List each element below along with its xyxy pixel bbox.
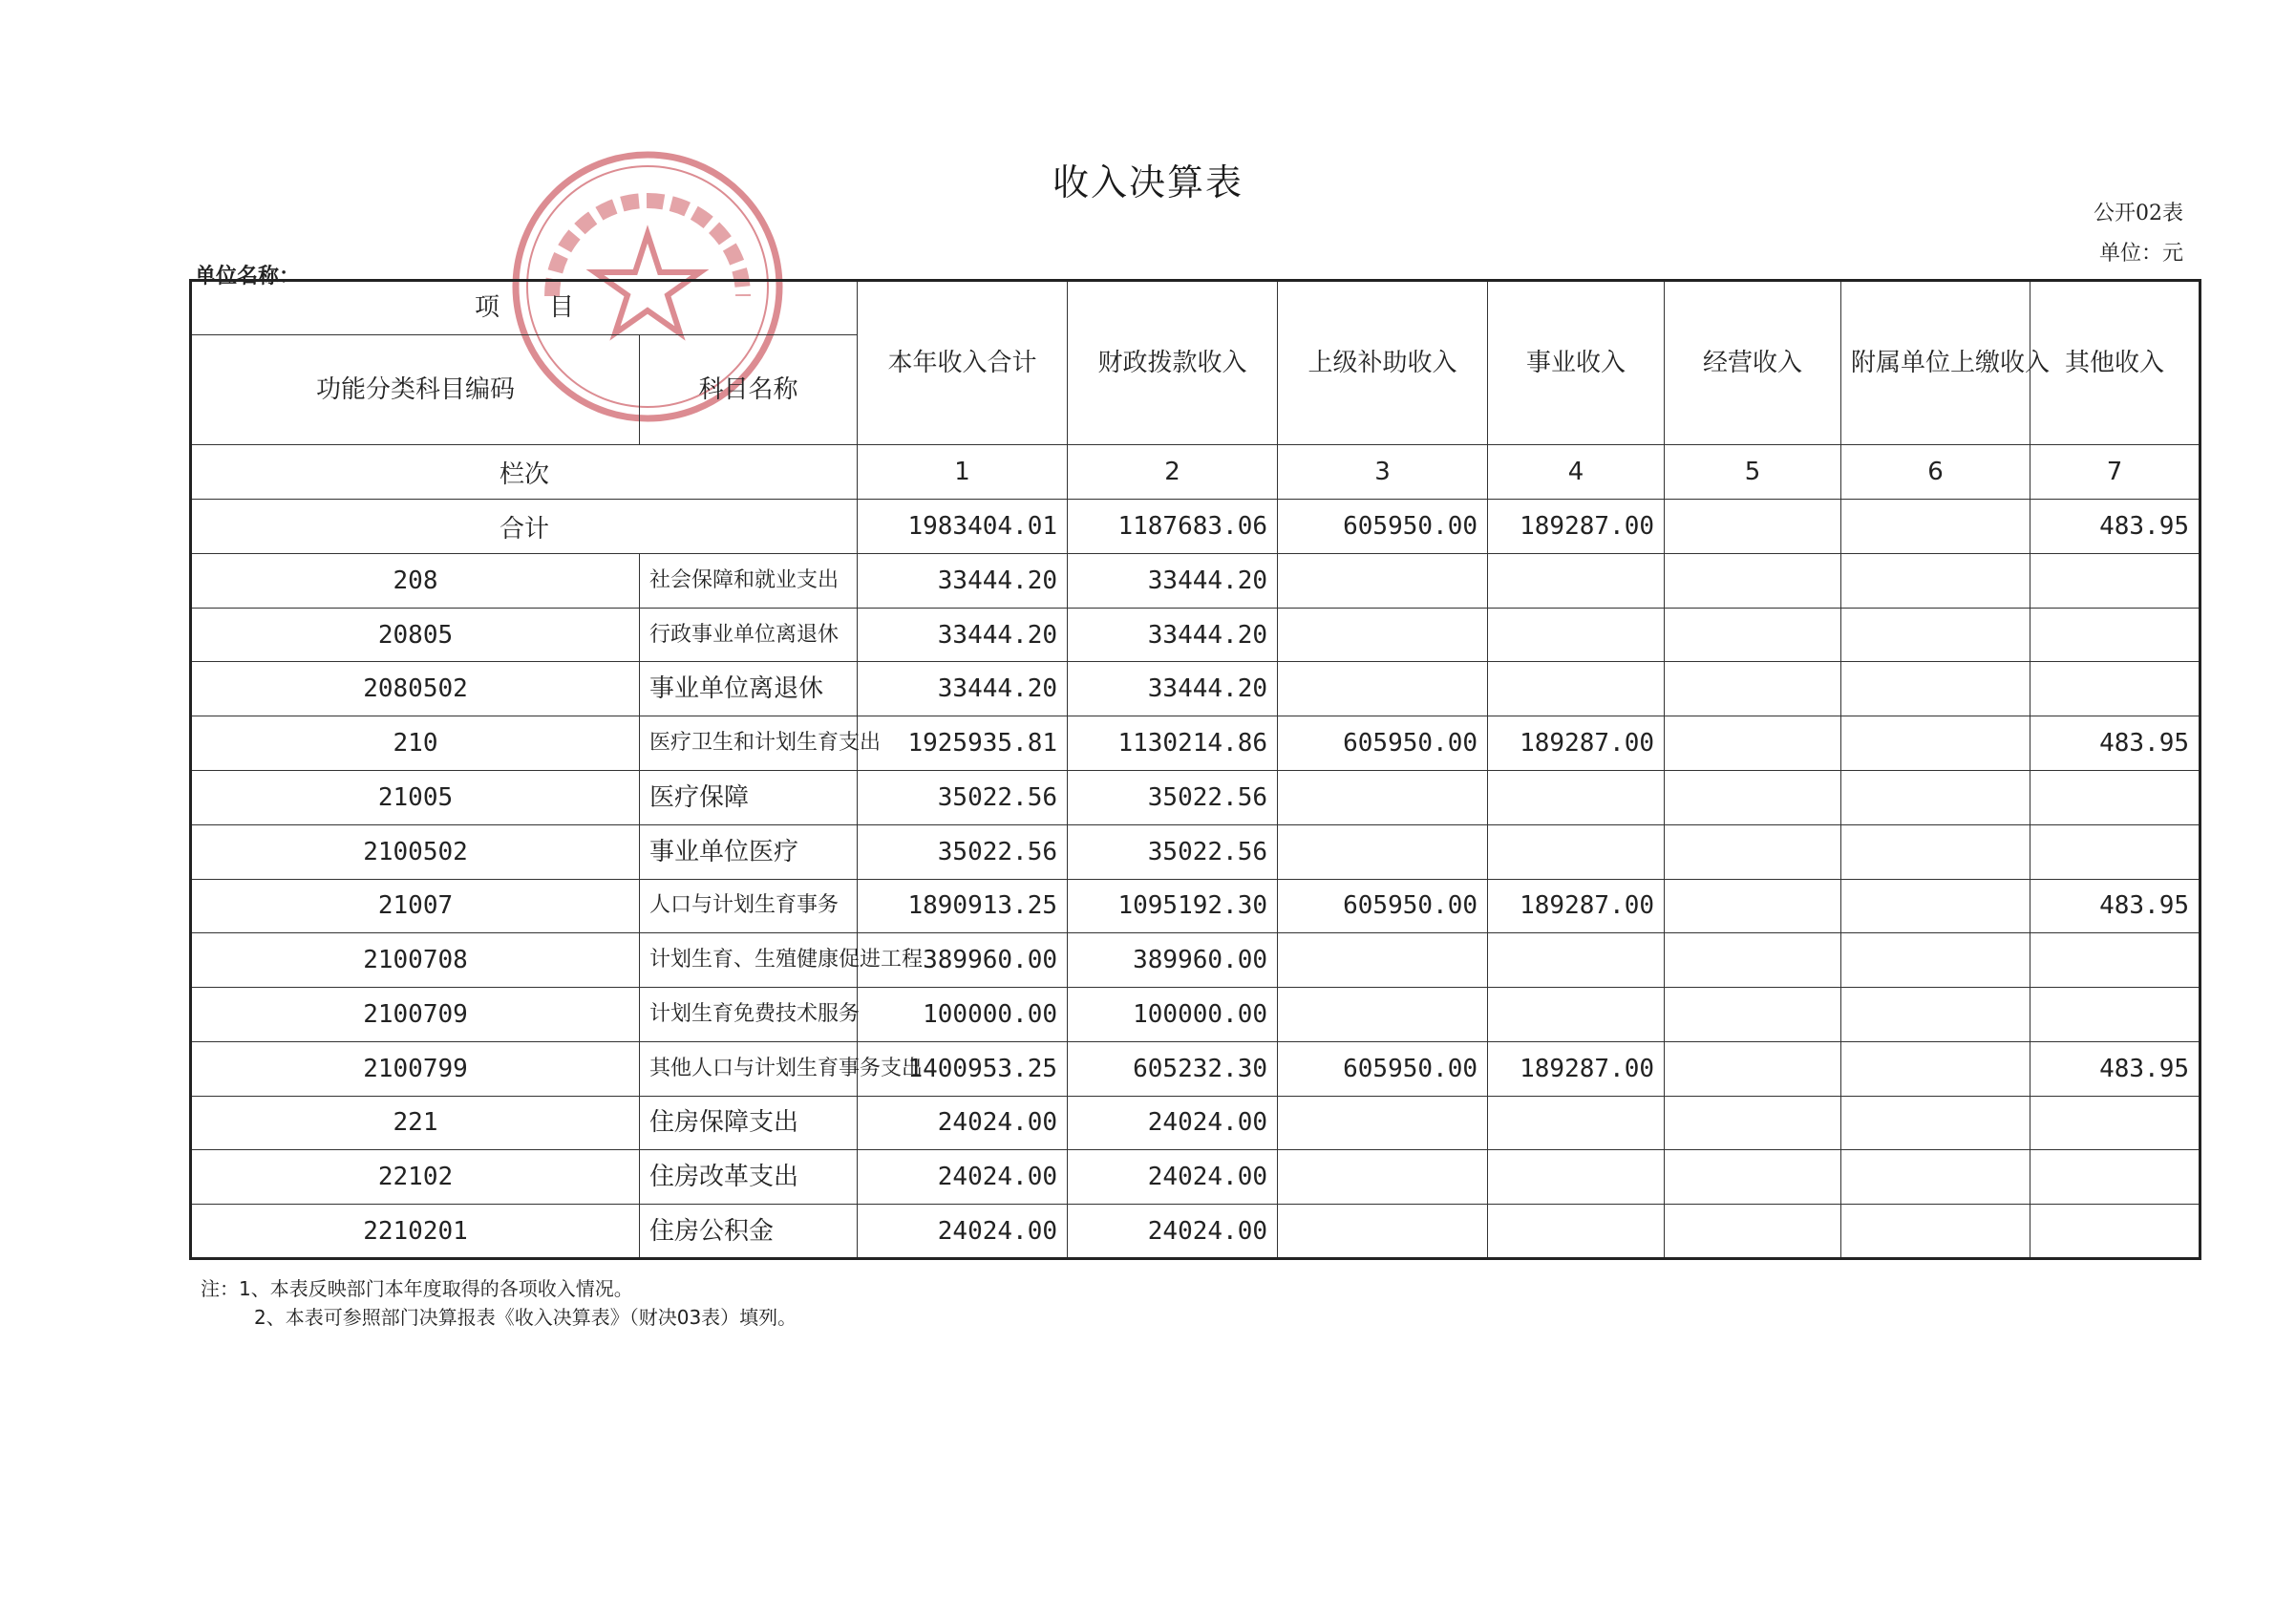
row-code: 2210201: [191, 1205, 640, 1259]
footnotes: [201, 1274, 797, 1332]
row-value: [1841, 988, 2030, 1042]
row-value: 1095192.30: [1068, 879, 1278, 933]
row-value: 33444.20: [1068, 553, 1278, 608]
header-col-1: 本年收入合计: [858, 281, 1068, 445]
row-value: 605950.00: [1278, 1041, 1488, 1096]
total-value: 1983404.01: [858, 500, 1068, 554]
row-code: 21007: [191, 879, 640, 933]
row-code: 221: [191, 1096, 640, 1150]
table-row: [191, 662, 2200, 716]
unit-label: 单位：元: [2098, 242, 2183, 266]
header-col-3: 上级补助收入: [1278, 281, 1488, 445]
total-value: [1841, 500, 2030, 554]
row-value: [1278, 933, 1488, 988]
column-number: 3: [1278, 445, 1488, 500]
row-value: 483.95: [2030, 879, 2200, 933]
page-title: 收入决算表: [1052, 161, 1244, 203]
row-value: [2030, 662, 2200, 716]
row-value: [2030, 1096, 2200, 1150]
row-value: [1278, 1096, 1488, 1150]
row-value: [1665, 608, 1841, 662]
header-col-7: 其他收入: [2030, 281, 2200, 445]
row-value: 1400953.25: [858, 1041, 1068, 1096]
row-value: [1278, 608, 1488, 662]
row-value: 605232.30: [1068, 1041, 1278, 1096]
row-name: 事业单位离退休: [640, 662, 858, 716]
column-number: 6: [1841, 445, 2030, 500]
row-value: 35022.56: [1068, 770, 1278, 824]
row-value: [2030, 933, 2200, 988]
form-code: 公开02表: [2094, 202, 2183, 225]
row-value: [1488, 662, 1665, 716]
row-value: 189287.00: [1488, 1041, 1665, 1096]
row-value: 33444.20: [858, 662, 1068, 716]
header-col-4: 事业收入: [1488, 281, 1665, 445]
row-value: 35022.56: [858, 824, 1068, 879]
row-value: 605950.00: [1278, 879, 1488, 933]
total-label: 合计: [191, 500, 858, 554]
table-header: [191, 281, 2200, 554]
row-value: 33444.20: [858, 553, 1068, 608]
row-code: 22102: [191, 1150, 640, 1205]
table-row: [191, 1096, 2200, 1150]
row-value: 24024.00: [858, 1205, 1068, 1259]
row-code: 2080502: [191, 662, 640, 716]
row-code: 2100708: [191, 933, 640, 988]
column-number: 4: [1488, 445, 1665, 500]
row-value: [1278, 770, 1488, 824]
row-value: [1488, 553, 1665, 608]
row-value: [1665, 662, 1841, 716]
row-value: 24024.00: [858, 1096, 1068, 1150]
column-number: 7: [2030, 445, 2200, 500]
row-value: [1488, 1205, 1665, 1259]
row-value: [1488, 1096, 1665, 1150]
row-value: [1841, 662, 2030, 716]
row-value: [1841, 879, 2030, 933]
row-name: 行政事业单位离退休: [640, 608, 858, 662]
row-value: [1665, 879, 1841, 933]
row-value: [1665, 1150, 1841, 1205]
total-value: 1187683.06: [1068, 500, 1278, 554]
row-value: [1665, 1096, 1841, 1150]
table-row: [191, 879, 2200, 933]
row-code: 210: [191, 716, 640, 771]
row-value: 100000.00: [1068, 988, 1278, 1042]
row-value: 1130214.86: [1068, 716, 1278, 771]
row-code: 2100709: [191, 988, 640, 1042]
org-name-label: 单位名称：: [195, 264, 301, 288]
row-name: 其他人口与计划生育事务支出: [640, 1041, 858, 1096]
row-value: [1841, 1150, 2030, 1205]
row-value: 24024.00: [1068, 1096, 1278, 1150]
row-name: 计划生育、生殖健康促进工程: [640, 933, 858, 988]
row-value: 189287.00: [1488, 879, 1665, 933]
row-value: 35022.56: [858, 770, 1068, 824]
table-row: [191, 988, 2200, 1042]
row-value: 24024.00: [1068, 1205, 1278, 1259]
row-value: [1488, 988, 1665, 1042]
row-value: [1665, 988, 1841, 1042]
row-value: 189287.00: [1488, 716, 1665, 771]
row-name: 医疗卫生和计划生育支出: [640, 716, 858, 771]
row-name: 住房改革支出: [640, 1150, 858, 1205]
row-value: [1488, 608, 1665, 662]
header-col-6: 附属单位上缴收入: [1841, 281, 2030, 445]
row-name: 医疗保障: [640, 770, 858, 824]
row-value: [1841, 824, 2030, 879]
row-value: [1488, 824, 1665, 879]
row-value: [2030, 1205, 2200, 1259]
row-value: [1665, 1205, 1841, 1259]
row-value: [1278, 553, 1488, 608]
row-code: 208: [191, 553, 640, 608]
row-value: [1665, 1041, 1841, 1096]
row-value: 1925935.81: [858, 716, 1068, 771]
row-value: 389960.00: [858, 933, 1068, 988]
row-name: 计划生育免费技术服务: [640, 988, 858, 1042]
row-value: 35022.56: [1068, 824, 1278, 879]
row-value: [1488, 770, 1665, 824]
row-value: [1665, 933, 1841, 988]
table-row: [191, 770, 2200, 824]
row-code: 2100502: [191, 824, 640, 879]
row-value: [1278, 988, 1488, 1042]
table-row: [191, 1150, 2200, 1205]
footnote: 2、本表可参照部门决算报表《收入决算表》（财决03表）填列。: [254, 1306, 797, 1329]
total-row: [191, 500, 2200, 554]
row-value: [1665, 716, 1841, 771]
row-value: 605950.00: [1278, 716, 1488, 771]
row-value: [2030, 988, 2200, 1042]
row-value: 100000.00: [858, 988, 1068, 1042]
column-number: 5: [1665, 445, 1841, 500]
row-value: [1841, 553, 2030, 608]
total-value: 189287.00: [1488, 500, 1665, 554]
column-number: 1: [858, 445, 1068, 500]
row-name: 社会保障和就业支出: [640, 553, 858, 608]
table-row: [191, 824, 2200, 879]
header-code: 功能分类科目编码: [191, 334, 640, 445]
table-row: [191, 933, 2200, 988]
row-name: 住房保障支出: [640, 1096, 858, 1150]
table-row: [191, 608, 2200, 662]
header-name: 科目名称: [640, 334, 858, 445]
header-col-5: 经营收入: [1665, 281, 1841, 445]
lanci-label: 栏次: [191, 445, 858, 500]
table-body: [191, 553, 2200, 1258]
row-name: 事业单位医疗: [640, 824, 858, 879]
row-code: 2100799: [191, 1041, 640, 1096]
footnote: 注：1、本表反映部门本年度取得的各项收入情况。: [201, 1277, 633, 1300]
row-value: 33444.20: [1068, 608, 1278, 662]
header-item: 项 目: [191, 281, 858, 335]
row-value: 24024.00: [1068, 1150, 1278, 1205]
row-value: [1841, 1205, 2030, 1259]
row-name: 人口与计划生育事务: [640, 879, 858, 933]
row-value: [1841, 1096, 2030, 1150]
row-value: [2030, 553, 2200, 608]
table-row: [191, 1205, 2200, 1259]
row-value: [1278, 662, 1488, 716]
row-value: [2030, 770, 2200, 824]
row-value: [1665, 824, 1841, 879]
row-value: 483.95: [2030, 1041, 2200, 1096]
row-code: 21005: [191, 770, 640, 824]
row-value: [1841, 716, 2030, 771]
row-value: 33444.20: [1068, 662, 1278, 716]
table-row: [191, 553, 2200, 608]
column-number: 2: [1068, 445, 1278, 500]
row-value: [1841, 608, 2030, 662]
row-value: 33444.20: [858, 608, 1068, 662]
total-value: 483.95: [2030, 500, 2200, 554]
row-value: [1488, 1150, 1665, 1205]
header-col-2: 财政拨款收入: [1068, 281, 1278, 445]
row-value: [2030, 824, 2200, 879]
row-value: [2030, 1150, 2200, 1205]
row-value: 389960.00: [1068, 933, 1278, 988]
row-value: [1841, 933, 2030, 988]
row-value: [1488, 933, 1665, 988]
income-statement-table: [189, 279, 2201, 1260]
row-value: [1665, 770, 1841, 824]
row-value: [1278, 1150, 1488, 1205]
table-row: [191, 1041, 2200, 1096]
row-value: [1278, 1205, 1488, 1259]
row-name: 住房公积金: [640, 1205, 858, 1259]
row-code: 20805: [191, 608, 640, 662]
row-value: [1841, 770, 2030, 824]
row-value: [2030, 608, 2200, 662]
row-value: 483.95: [2030, 716, 2200, 771]
row-value: 1890913.25: [858, 879, 1068, 933]
row-value: [1841, 1041, 2030, 1096]
table-row: [191, 716, 2200, 771]
row-value: [1278, 824, 1488, 879]
row-value: 24024.00: [858, 1150, 1068, 1205]
row-value: [1665, 553, 1841, 608]
total-value: [1665, 500, 1841, 554]
total-value: 605950.00: [1278, 500, 1488, 554]
